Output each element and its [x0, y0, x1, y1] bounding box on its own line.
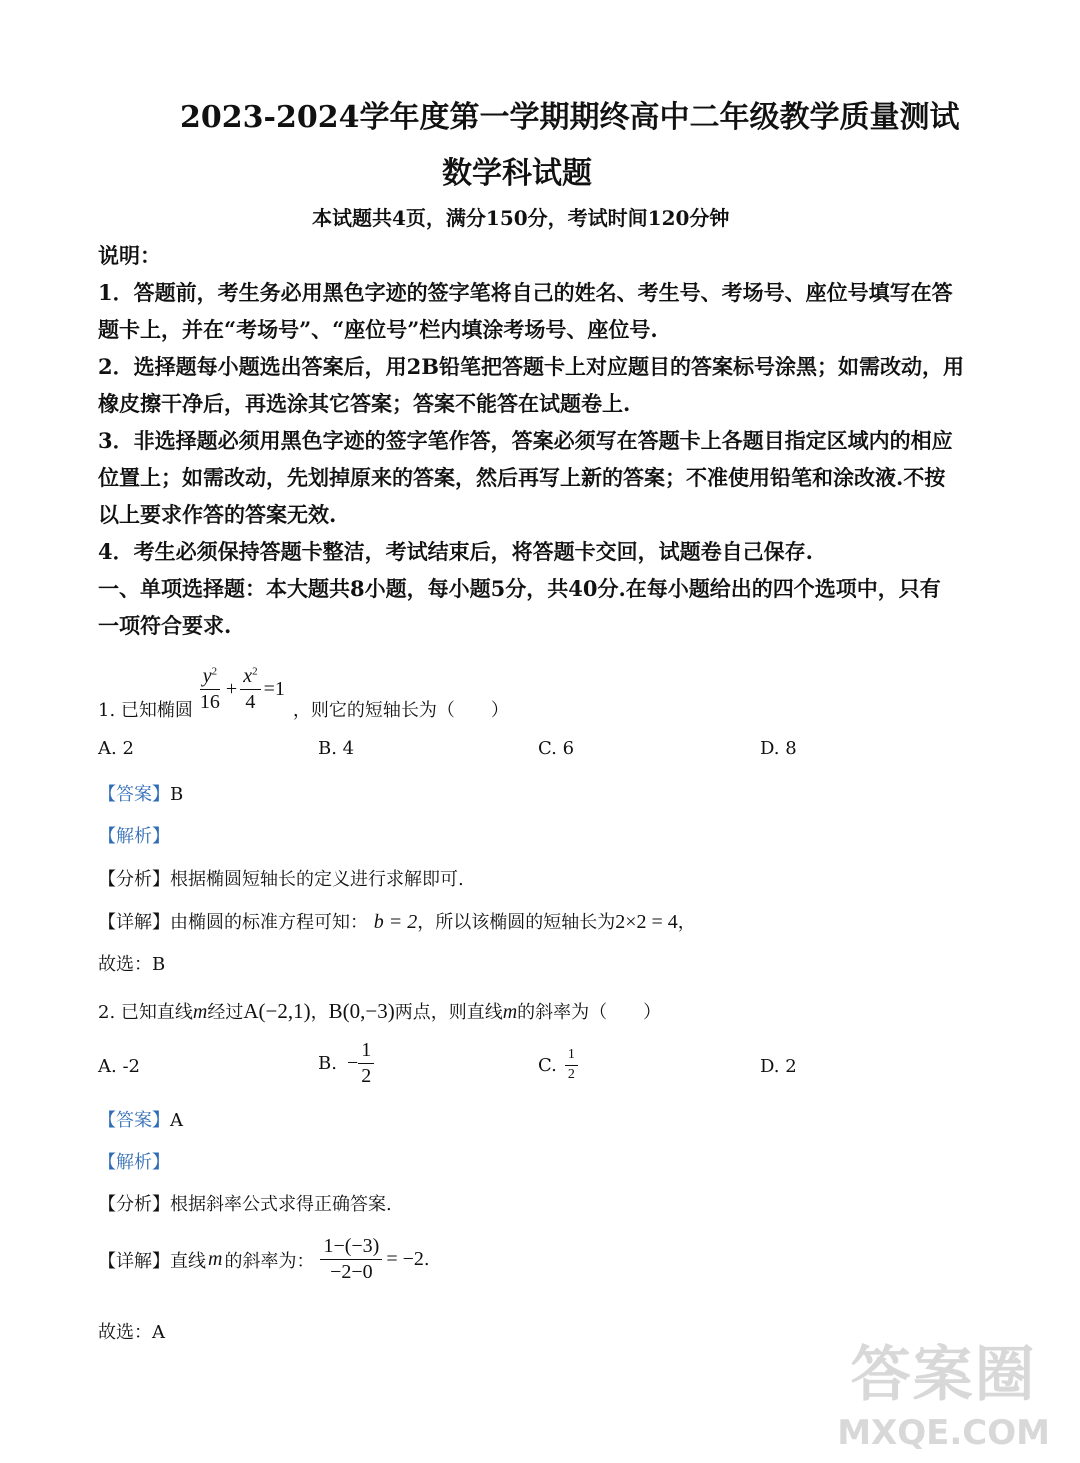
watermark-logo: 答案圈 MXQE.COM: [837, 1340, 1050, 1453]
q2-option-d: D. 2: [760, 1056, 797, 1077]
instruction-3-line1: 3．非选择题必须用黑色字迹的签字笔作答，答案必须写在答题卡上各题目指定区域内的相应: [98, 428, 953, 453]
q1-prefix: 1. 已知椭圆: [98, 700, 193, 721]
instruction-1-line2: 题卡上，并在“考场号”、“座位号”栏内填涂考场号、座位号.: [98, 317, 658, 342]
instruction-1-line1: 1．答题前，考生务必用黑色字迹的签字笔将自己的姓名、考生号、考场号、座位号填写在答: [98, 280, 953, 305]
instruction-3-line2: 位置上；如需改动，先划掉原来的答案，然后再写上新的答案；不准使用铅笔和涂改液.不按: [98, 465, 946, 490]
q1-option-d: D. 8: [760, 738, 797, 759]
instruction-2-line2: 橡皮擦干净后，再选涂其它答案；答案不能答在试题卷上.: [98, 391, 631, 416]
q1-answer: 【答案】B: [98, 784, 184, 805]
q1-detail-b: b = 2: [373, 911, 418, 933]
exam-info: 本试题共4页，满分150分，考试时间120分钟: [312, 206, 730, 230]
q2-option-a: A. -2: [98, 1056, 140, 1077]
q2-option-b: B. − $\frac{1}{2}$: [318, 1040, 374, 1087]
page-title: 2023-2024学年度第一学期期终高中二年级教学质量测试: [180, 100, 960, 135]
instruction-4-line1: 4．考生必须保持答题卡整洁，考试结束后，将答题卡交回，试题卷自己保存.: [98, 539, 813, 564]
eq-term1: $\frac{y^2}{16}$: [199, 664, 220, 713]
q2-analysis-tag: 【解析】: [98, 1152, 170, 1173]
q1-detail: 【详解】由椭圆的标准方程可知： b = 2，所以该椭圆的短轴长为2×2 = 4，: [98, 911, 696, 933]
q1-analysis-tag: 【解析】: [98, 826, 170, 847]
instructions-heading: 说明：: [98, 243, 161, 268]
q1-choose: 故选：B: [98, 954, 166, 975]
eq-term2: $\frac{x^2}{4}$: [240, 666, 260, 713]
subject-title: 数学科试题: [442, 156, 592, 191]
q1-fenxi: 【分析】根据椭圆短轴长的定义进行求解即可.: [98, 869, 464, 890]
q2-detail: 【详解】 直线 m 的斜率为： $\frac{1-(-3)}{-2-0}$ = −2 .: [98, 1235, 430, 1283]
instruction-3-line3: 以上要求作答的答案无效.: [98, 502, 337, 527]
point-b: B(0,−3): [328, 999, 395, 1023]
q1-option-a: A. 2: [98, 738, 134, 759]
instruction-2-line1: 2．选择题每小题选出答案后，用2B铅笔把答题卡上对应题目的答案标号涂黑；如需改动，用: [98, 354, 964, 379]
q2-fenxi: 【分析】根据斜率公式求得正确答案.: [98, 1194, 392, 1215]
q1-stem: [98, 656, 509, 722]
q1-option-b: B. 4: [318, 738, 355, 759]
q2-option-c: C. $\frac{1}{2}$: [538, 1048, 578, 1082]
q2-choose: 故选：A: [98, 1322, 165, 1343]
section-1-line1: 一、单项选择题：本大题共8小题，每小题5分，共40分.在每小题给出的四个选项中，只有: [98, 576, 941, 601]
q1-option-c: C. 6: [538, 738, 575, 759]
ellipse-equation: $\frac{y^2}{16}$ + $\frac{x^2}{4}$ =1: [197, 666, 285, 713]
q1-suffix: ，则它的短轴长为（ ）: [292, 700, 509, 721]
q2-answer: 【答案】A: [98, 1110, 183, 1131]
answer-tag: 【答案】: [98, 784, 170, 805]
section-1-line2: 一项符合要求.: [98, 613, 232, 638]
point-a: A(−2,1): [243, 999, 311, 1023]
q1-detail-calc: 2×2 = 4: [615, 911, 678, 933]
slope-fraction: $\frac{1-(-3)}{-2-0}$: [320, 1236, 382, 1283]
q2-stem: 2. 已知直线m经过A(−2,1)，B(0,−3)两点，则直线m的斜率为（ ）: [98, 999, 662, 1023]
